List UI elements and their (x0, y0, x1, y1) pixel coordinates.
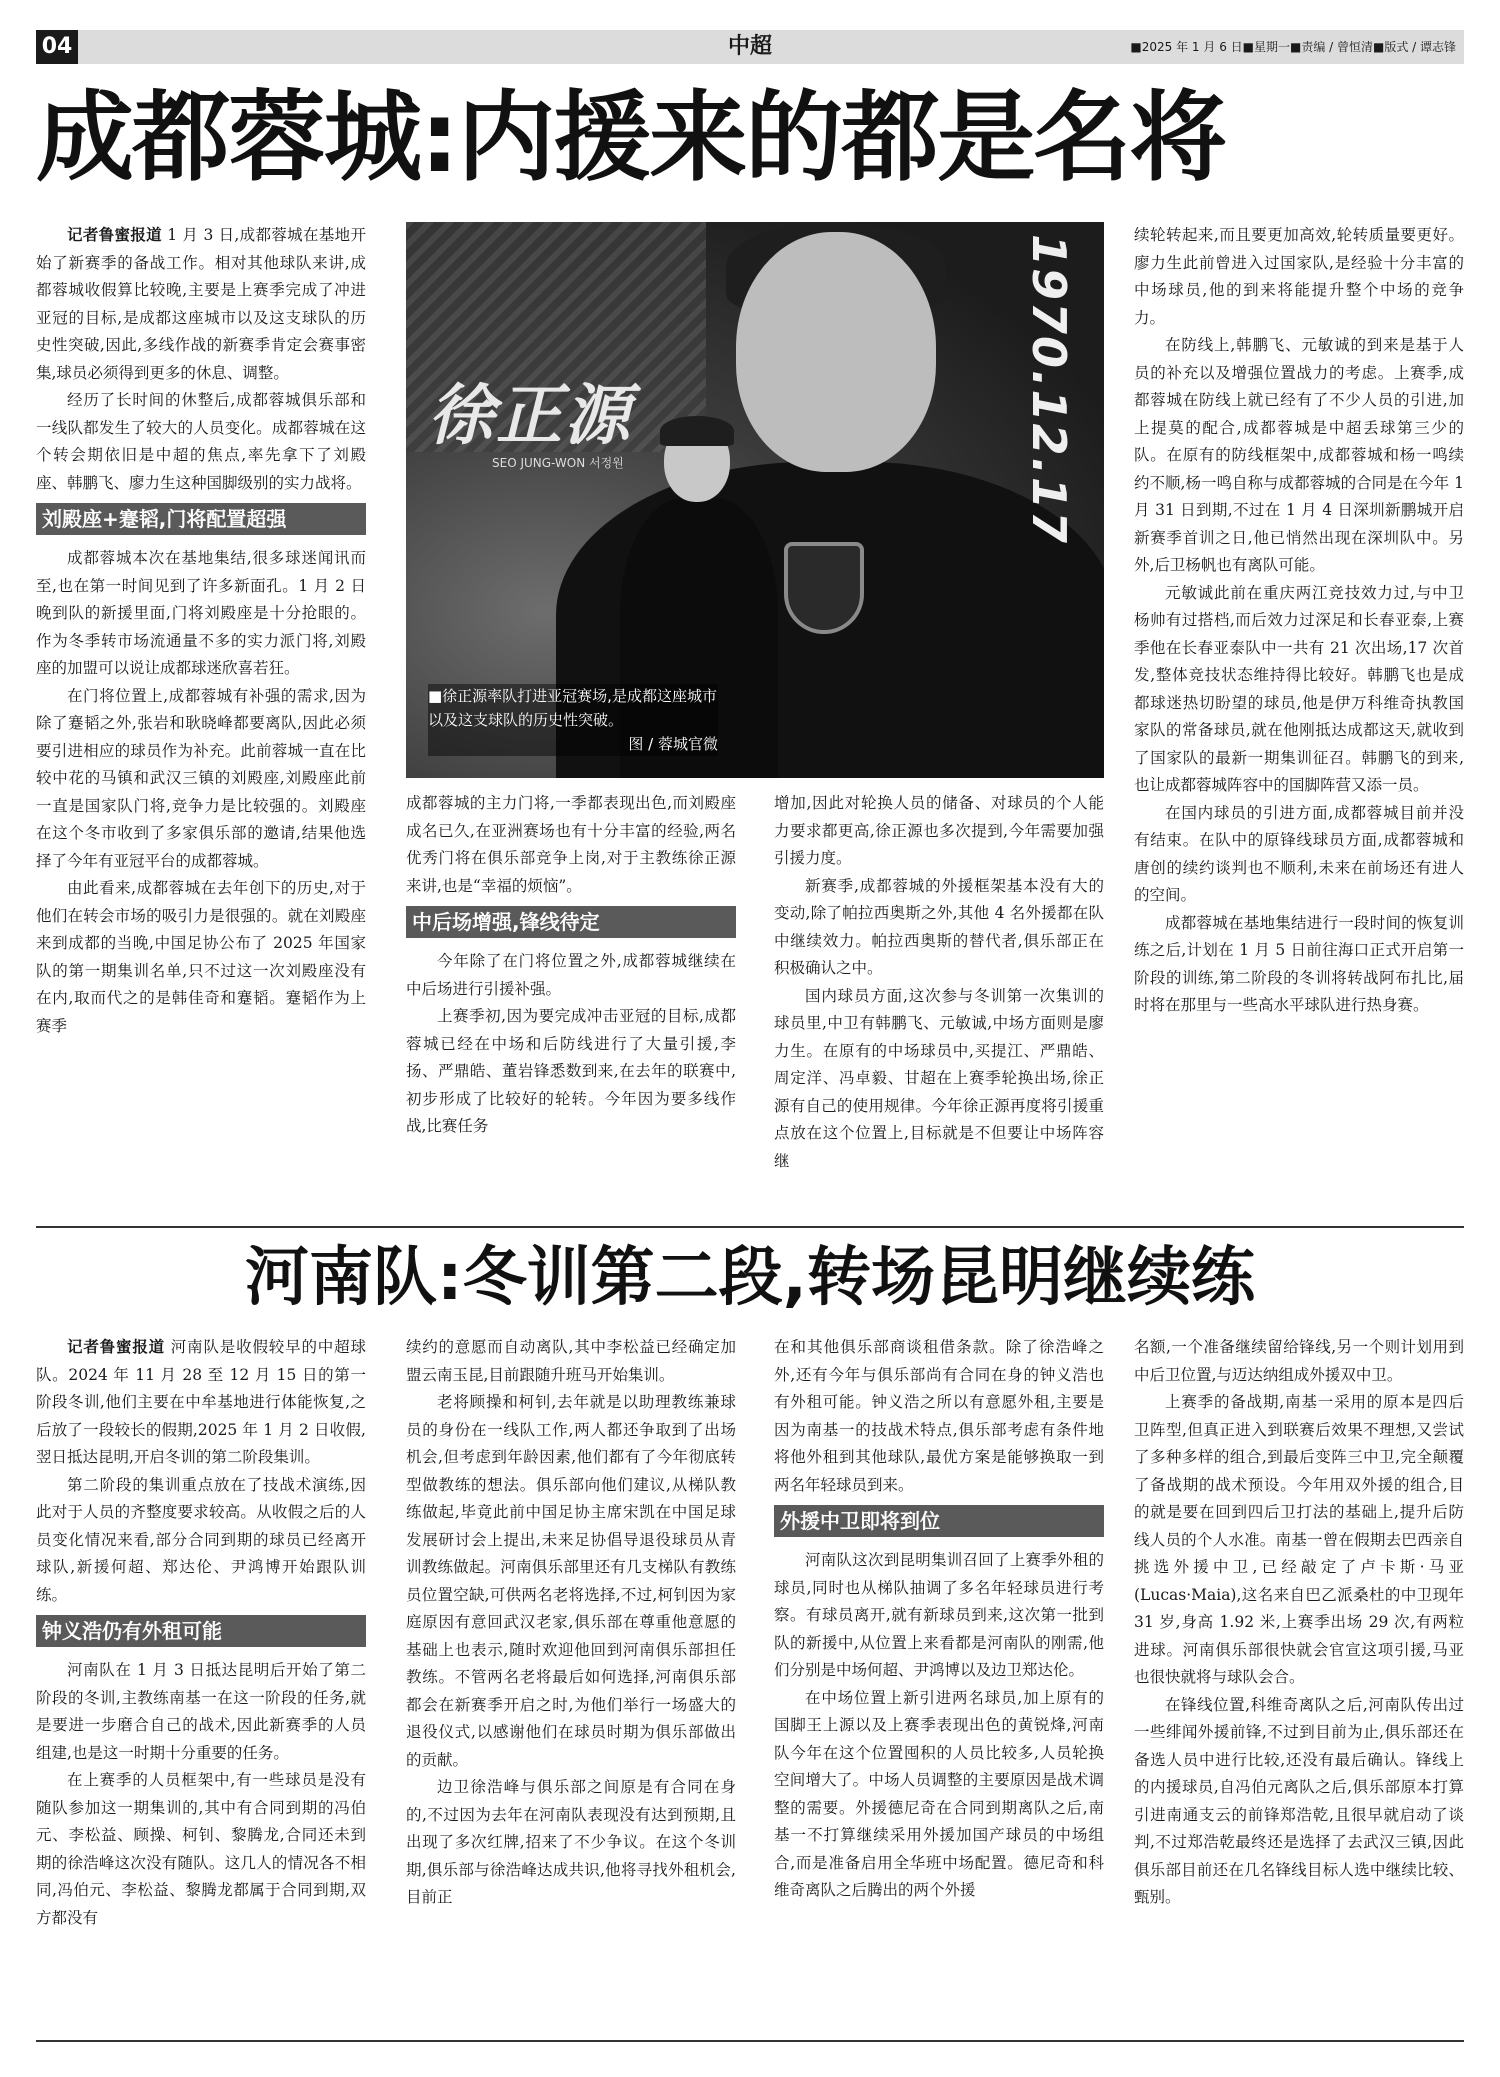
page-bottom-rule (36, 2040, 1464, 2042)
article-divider (36, 1226, 1464, 1228)
article2-col4 (1134, 1334, 1464, 2034)
paragraph: 边卫徐浩峰与俱乐部之间原是有合同在身的,不过因为去年在河南队表现没有达到预期,且出现了多次红牌,招来了不少争议。在这个冬训期,俱乐部与徐浩峰达成共识,他将寻找外租机会,目前正 (406, 1778, 736, 1906)
club-crest-icon (784, 542, 864, 634)
name-latin: SEO JUNG-WON 서정원 (492, 456, 624, 470)
issue-line: ■2025 年 1 月 6 日■星期一■责编 / 曾恒清■版式 / 谭志锋 (1130, 40, 1456, 54)
subheading: 钟义浩仍有外租可能 (36, 1615, 366, 1647)
article1-col4 (1134, 222, 1464, 1222)
article2-col1 (36, 1334, 366, 2034)
paragraph: 上赛季初,因为要完成冲击亚冠的目标,成都蓉城已经在中场和后防线进行了大量引援,李扬、严鼎皓、董岩锋悉数到来,在去年的联赛中,初步形成了比较好的轮转。今年因为要多线作战,比赛任务 (406, 1007, 736, 1135)
paragraph: 1 月 3 日,成都蓉城在基地开始了新赛季的备战工作。相对其他球队来讲,成都蓉城收假算比较晚,主要是上赛季完成了冲进亚冠的目标,是成都这座城市以及这支球队的历史性突破,因此,多线作战的新赛季肯定会赛事密集,球员必须得到更多的休息、调整。 (36, 226, 366, 382)
paragraph: 在锋线位置,科维奇离队之后,河南队传出过一些绯闻外援前锋,不过到目前为止,俱乐部还在备选人员中进行比较,还没有最后确认。锋线上的内援球员,自冯伯元离队之后,俱乐部原本打算引进南通支云的前锋郑浩乾,且很早就启动了谈判,不过郑浩乾最终还是选择了去武汉三镇,因此俱乐部目前还在几名锋线目标人选中继续比较、甄别。 (1134, 1695, 1464, 1906)
small-figure-hair (660, 416, 734, 446)
paragraph: 在和其他俱乐部商谈租借条款。除了徐浩峰之外,还有今年与俱乐部尚有合同在身的钟义浩也有外租可能。钟义浩之所以有意愿外租,主要是因为南基一的技战术特点,俱乐部考虑有条件地将他外租到其他球队,最优方案是能够换取一到两名年轻球员到来。 (774, 1338, 1104, 1494)
caption-text: ■徐正源率队打进亚冠赛场,是成都这座城市以及这支球队的历史性突破。 (428, 687, 717, 729)
article1-col2 (406, 790, 736, 1220)
paragraph: 国内球员方面,这次参与冬训第一次集训的球员里,中卫有韩鹏飞、元敏诚,中场方面则是廖力生。在原有的中场球员中,买提江、严鼎皓、周定洋、冯卓毅、甘超在上赛季轮换出场,徐正源有自己的使用规律。今年徐正源再度将引援重点放在这个位置上,目标就是不但要让中场阵容继 (774, 986, 1104, 1170)
article2-col3 (774, 1334, 1104, 2034)
paragraph: 元敏诚此前在重庆两江竞技效力过,与中卫杨帅有过搭档,而后效力过深足和长春亚泰,上赛季他在长春亚泰队中一共有 21 次出场,17 次首发,整体竞技状态维持得比较好。韩鹏飞也是成都球迷热切盼望的球员,他是伊万科维奇执教国家队的常备球员,就在他刚抵达成都这天,就收到了国家队的最新一期集训征召。韩鹏飞的到来,也让成都蓉城阵容中的国脚阵营又添一员。 (1134, 583, 1464, 794)
article2-col2 (406, 1334, 736, 2034)
paragraph: 续轮转起来,而且要更加高效,轮转质量要更好。廖力生此前曾进入过国家队,是经验十分丰富的中场球员,他的到来将能提升整个中场的竞争力。 (1134, 226, 1464, 327)
paragraph: 上赛季的备战期,南基一采用的原本是四后卫阵型,但真正进入到联赛后效果不理想,又尝试了多种多样的组合,到最后变阵三中卫,完全颠覆了备战期的战术预设。今年用双外援的组合,目的就是要在回到四后卫打法的基础上,提升后防线人员的个人水准。南基一曾在假期去巴西亲自挑选外援中卫,已经敲定了卢卡斯·马亚(Lucas·Maia),这名来自巴乙派桑杜的中卫现年 31 岁,身高 1.92 米,上赛季出场 29 次,有两粒进球。河南俱乐部很快就会官宣这项引援,马亚也很快就将与球队会合。 (1134, 1393, 1464, 1686)
paragraph: 在上赛季的人员框架中,有一些球员是没有随队参加这一期集训的,其中有合同到期的冯伯元、李松益、顾操、柯钊、黎腾龙,合同还未到期的徐浩峰这次没有随队。这几人的情况各不相同,冯伯元、李松益、黎腾龙都属于合同到期,双方都没有 (36, 1771, 366, 1927)
paragraph: 经历了长时间的休整后,成都蓉城俱乐部和一线队都发生了较大的人员变化。成都蓉城在这个转会期依旧是中超的焦点,率先拿下了刘殿座、韩鹏飞、廖力生这种国脚级别的实力战将。 (36, 391, 366, 492)
page-number: 04 (36, 30, 78, 64)
paragraph: 成都蓉城在基地集结进行一段时间的恢复训练之后,计划在 1 月 5 日前往海口正式开启第一阶段的训练,第二阶段的冬训将转战阿布扎比,届时将在那里与一些高水平球队进行热身赛。 (1134, 913, 1464, 1014)
page-header (36, 30, 1464, 64)
paragraph: 在防线上,韩鹏飞、元敏诚的到来是基于人员的补充以及增强位置战力的考虑。上赛季,成都蓉城在防线上就已经有了不少人员的引进,加上提莫的配合,成都蓉城是中超丢球第三少的队。在原有的防线框架中,成都蓉城和杨一鸣续约不顺,杨一鸣自称与成都蓉城的合同是在今年 1 月 31 日到期,不过在 1 月 4 日深圳新鹏城开启新赛季首训之日,他已悄然出现在深圳队中。另外,后卫杨帆也有离队可能。 (1134, 336, 1464, 574)
paragraph: 由此看来,成都蓉城在去年创下的历史,对于他们在转会市场的吸引力是很强的。就在刘殿座来到成都的当晚,中国足协公布了 2025 年国家队的第一期集训名单,只不过这一次刘殿座没有在内,取而代之的是韩佳奇和蹇韬。蹇韬作为上赛季 (36, 879, 366, 1035)
subheading: 外援中卫即将到位 (774, 1505, 1104, 1537)
paragraph: 河南队是收假较早的中超球队。2024 年 11 月 28 至 12 月 15 日的第一阶段冬训,他们主要在中牟基地进行体能恢复,之后放了一段较长的假期,2025 年 1 月 2 日收假,翌日抵达昆明,开启冬训的第二阶段集训。 (36, 1338, 366, 1466)
paragraph: 在国内球员的引进方面,成都蓉城目前并没有结束。在队中的原锋线球员方面,成都蓉城和唐创的续约谈判也不顺利,未来在前场还有进人的空间。 (1134, 803, 1464, 904)
headline-chengdu: 成都蓉城:内援来的都是名将 (36, 81, 1226, 195)
paragraph: 成都蓉城本次在基地集结,很多球迷闻讯而至,也在第一时间见到了许多新面孔。1 月 2 日晚到队的新援里面,门将刘殿座是十分抢眼的。作为冬季转市场流通量不多的实力派门将,刘殿座的加盟可以说让成都球迷欣喜若狂。 (36, 549, 366, 677)
subheading: 刘殿座+蹇韬,门将配置超强 (36, 503, 366, 535)
paragraph: 河南队在 1 月 3 日抵达昆明后开始了第二阶段的冬训,主教练南基一在这一阶段的任务,就是要进一步磨合自己的战术,因此新赛季的人员组建,也是这一时期十分重要的任务。 (36, 1661, 366, 1762)
paragraph: 第二阶段的集训重点放在了技战术演练,因此对于人员的齐整度要求较高。从收假之后的人员变化情况来看,部分合同到期的球员已经离开球队,新援何超、郑达伦、尹鸿博开始跟队训练。 (36, 1475, 366, 1604)
article1-col3 (774, 790, 1104, 1220)
paragraph: 新赛季,成都蓉城的外援框架基本没有大的变动,除了帕拉西奥斯之外,其他 4 名外援都在队中继续效力。帕拉西奥斯的替代者,俱乐部正在积极确认之中。 (774, 876, 1104, 977)
paragraph: 在中场位置上新引进两名球员,加上原有的国脚王上源以及上赛季表现出色的黄锐烽,河南队今年在这个位置囤积的人员比较多,人员轮换空间增大了。中场人员调整的主要原因是战术调整的需要。外援德尼奇在合同到期离队之后,南基一不打算继续采用外援加国产球员的中场组合,而是准备启用全华班中场配置。德尼奇和科维奇离队之后腾出的两个外援 (774, 1688, 1104, 1899)
name-graphic: 徐正源 (428, 377, 632, 454)
byline: 记者鲁蜜报道 (67, 1338, 166, 1356)
byline: 记者鲁蜜报道 (67, 226, 162, 244)
paragraph: 增加,因此对轮换人员的储备、对球员的个人能力要求都更高,徐正源也多次提到,今年需要加强引援力度。 (774, 794, 1104, 867)
paragraph: 在门将位置上,成都蓉城有补强的需求,因为除了蹇韬之外,张岩和耿晓峰都要离队,因此必须要引进相应的球员作为补充。此前蓉城一直在比较中花的马镇和武汉三镇的刘殿座,刘殿座此前一直是国家队门将,竞争力是比较强的。刘殿座在这个冬市收到了多家俱乐部的邀请,结果他选择了今年有亚冠平台的成都蓉城。 (36, 686, 366, 870)
date-graphic: 1970.12.17 (1022, 234, 1076, 546)
paragraph: 今年除了在门将位置之外,成都蓉城继续在中后场进行引援补强。 (406, 952, 736, 998)
photo-caption (428, 684, 718, 756)
paragraph: 河南队这次到昆明集训召回了上赛季外租的球员,同时也从梯队抽调了多名年轻球员进行考察。有球员离开,就有新球员到来,这次第一批到队的新援中,从位置上来看都是河南队的刚需,他们分别是中场何超、尹鸿博以及边卫郑达伦。 (774, 1551, 1104, 1679)
paragraph: 续约的意愿而自动离队,其中李松益已经确定加盟云南玉昆,目前跟随升班马开始集训。 (406, 1338, 736, 1384)
paragraph: 老将顾操和柯钊,去年就是以助理教练兼球员的身份在一线队工作,两人都还争取到了出场机会,但考虑到年龄因素,他们都有了今年彻底转型做教练的想法。俱乐部向他们建议,从梯队教练做起,毕竟此前中国足协主席宋凯在中国足球发展研讨会上提出,未来足协倡导退役球员从青训教练做起。河南俱乐部里还有几支梯队有教练员位置空缺,可供两名老将选择,不过,柯钊因为家庭原因有意回武汉老家,俱乐部在尊重他意愿的基础上也表示,随时欢迎他回到河南俱乐部担任教练。不管两名老将最后如何选择,河南俱乐部都会在新赛季开启之时,为他们举行一场盛大的退役仪式,以感谢他们在球员时期为俱乐部做出的贡献。 (406, 1393, 736, 1769)
subheading: 中后场增强,锋线待定 (406, 906, 736, 938)
coach-face (736, 232, 936, 472)
photo-credit: 图 / 蓉城官微 (628, 735, 718, 753)
paragraph: 名额,一个准备继续留给锋线,另一个则计划用到中后卫位置,与迈达纳组成外援双中卫。 (1134, 1338, 1464, 1384)
headline-henan: 河南队:冬训第二段,转场昆明继续练 (245, 1241, 1255, 1315)
paragraph: 成都蓉城的主力门将,一季都表现出色,而刘殿座成名已久,在亚洲赛场也有十分丰富的经验,两名优秀门将在俱乐部竞争上岗,对于主教练徐正源来讲,也是“幸福的烦恼”。 (406, 794, 736, 895)
section-name: 中超 (727, 34, 772, 59)
coach-photo (406, 222, 1104, 778)
article1-col1 (36, 222, 366, 1222)
